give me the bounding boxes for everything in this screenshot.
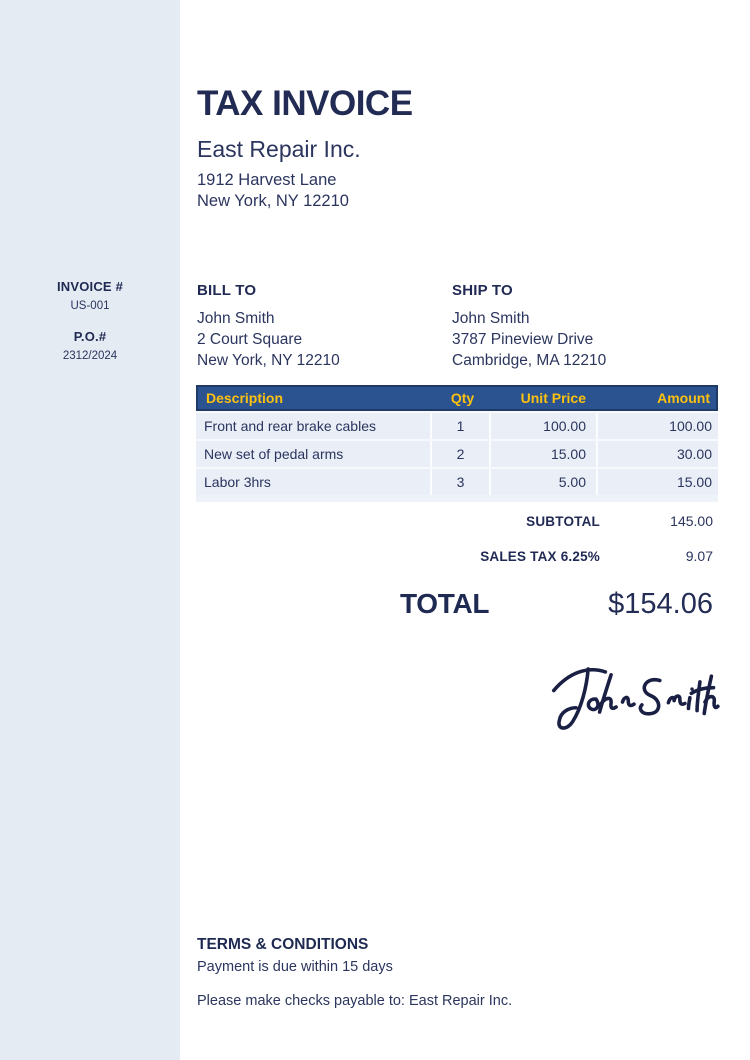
item-description: Front and rear brake cables xyxy=(204,418,376,434)
table-row xyxy=(196,411,718,439)
po-number-group xyxy=(0,329,180,362)
bill-to-line: 2 Court Square xyxy=(197,331,303,348)
table-header-row xyxy=(196,385,718,411)
item-description: New set of pedal arms xyxy=(204,446,344,462)
ship-to-block xyxy=(452,282,606,371)
document-header xyxy=(197,86,717,212)
page-title: TAX INVOICE xyxy=(197,84,413,123)
company-address-line2: New York, NY 12210 xyxy=(197,191,349,210)
bill-to-address xyxy=(197,308,452,371)
sales-tax-value: 9.07 xyxy=(685,548,713,564)
total-label: TOTAL xyxy=(400,588,490,619)
item-unit-price: 15.00 xyxy=(489,441,596,467)
invoice-meta-sidebar xyxy=(0,0,180,1060)
ship-to-line: John Smith xyxy=(452,310,530,327)
subtotal-value: 145.00 xyxy=(670,513,713,529)
terms-line1: Payment is due within 15 days xyxy=(197,959,393,975)
header-amount: Amount xyxy=(657,390,710,406)
item-unit-price: 100.00 xyxy=(489,413,596,439)
table-footer-strip xyxy=(196,495,718,502)
item-amount: 100.00 xyxy=(596,413,718,439)
ship-to-label: SHIP TO xyxy=(452,282,513,299)
subtotal-label: SUBTOTAL xyxy=(526,514,600,529)
bill-to-line: John Smith xyxy=(197,310,275,327)
company-address-line1: 1912 Harvest Lane xyxy=(197,170,337,189)
item-qty: 3 xyxy=(430,469,489,495)
invoice-number-value: US-001 xyxy=(70,300,110,312)
item-description: Labor 3hrs xyxy=(204,474,271,490)
invoice-number-label: INVOICE # xyxy=(56,279,124,294)
header-unit-price: Unit Price xyxy=(520,390,586,406)
terms-section xyxy=(197,936,717,1009)
bill-to-line: New York, NY 12210 xyxy=(197,352,340,369)
terms-line2: Please make checks payable to: East Repair Inc. xyxy=(197,993,513,1009)
sales-tax-label: SALES TAX 6.25% xyxy=(480,549,600,564)
totals-section xyxy=(197,513,713,621)
item-qty: 1 xyxy=(430,413,489,439)
table-row xyxy=(196,439,718,467)
po-number-label: P.O.# xyxy=(73,329,107,344)
item-amount: 30.00 xyxy=(596,441,718,467)
terms-heading: TERMS & CONDITIONS xyxy=(197,936,369,953)
total-value: $154.06 xyxy=(608,588,713,620)
line-items-table xyxy=(196,385,718,502)
item-unit-price: 5.00 xyxy=(489,469,596,495)
company-name: East Repair Inc. xyxy=(197,136,361,162)
ship-to-address xyxy=(452,308,606,371)
po-number-value: 2312/2024 xyxy=(62,350,118,362)
ship-to-line: Cambridge, MA 12210 xyxy=(452,352,607,369)
item-qty: 2 xyxy=(430,441,489,467)
item-amount: 15.00 xyxy=(596,469,718,495)
ship-to-line: 3787 Pineview Drive xyxy=(452,331,594,348)
header-description: Description xyxy=(206,390,284,406)
bill-to-label: BILL TO xyxy=(197,282,257,299)
signature xyxy=(548,646,720,748)
invoice-number-group xyxy=(0,279,180,312)
bill-to-block xyxy=(197,282,452,371)
billing-shipping-section xyxy=(197,282,719,371)
grand-total-row xyxy=(197,588,713,621)
subtotal-row xyxy=(197,513,713,529)
table-row xyxy=(196,467,718,495)
header-qty: Qty xyxy=(450,390,475,406)
company-address xyxy=(197,170,717,212)
sales-tax-row xyxy=(197,548,713,564)
signature-drawing xyxy=(548,646,720,748)
